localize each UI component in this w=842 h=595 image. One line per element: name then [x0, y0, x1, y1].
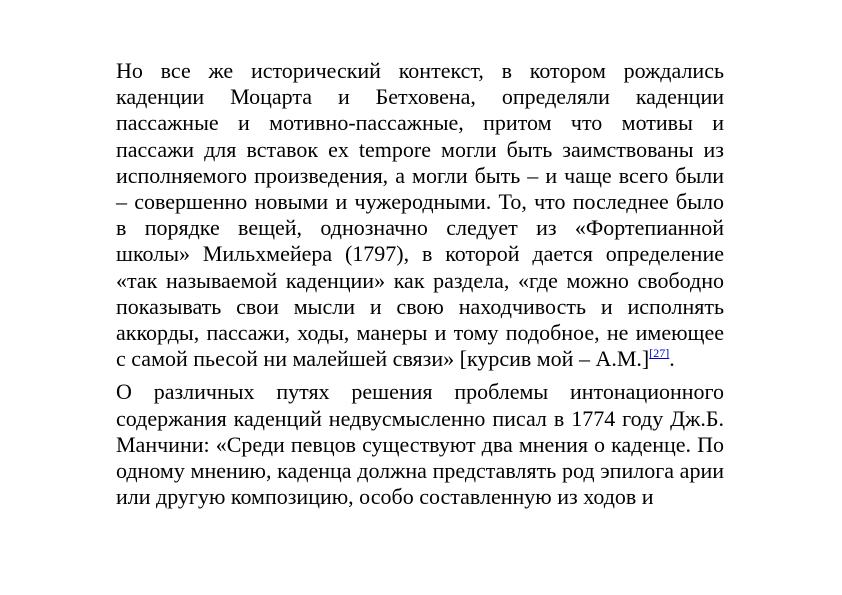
paragraph-1-tail: . [669, 346, 675, 372]
paragraph-1 [116, 58, 724, 372]
document-page [116, 58, 724, 510]
footnote-link-27[interactable]: [27] [649, 346, 670, 361]
paragraph-1-text: Но все же исторический контекст, в котором рождались каденции Моцарта и Бетховена, определяли каденции пассажные и мотивно-пассажные, притом что мотивы и пассажи для вставок ex temporе могли быть заимствованы из исполняемого произведения, а могли быть – и чаще всего были – совершенно новыми и чужеродными. То, что последнее было в порядке вещей, однозначно следует из «Фортепианной школы» Мильхмейера (1797), в которой дается определение «так называемой каденции» как раздела, «где можно свободно показывать свои мысли и свою находчивость и исполнять аккорды, пассажи, ходы, манеры и тому подобное, не имеющее с самой пьесой ни малейшей связи» [курсив мой – А.М.] [116, 58, 724, 372]
paragraph-2 [116, 379, 724, 510]
paragraph-2-text: О различных путях решения проблемы интонационного содержания каденций недвусмысленно писал в 1774 году Дж.Б. Манчини: «Среди певцов существуют два мнения о каденце. По одному мнению, каденца должна представлять род эпилога арии или другую композицию, особо составленную из ходов и [116, 379, 724, 510]
